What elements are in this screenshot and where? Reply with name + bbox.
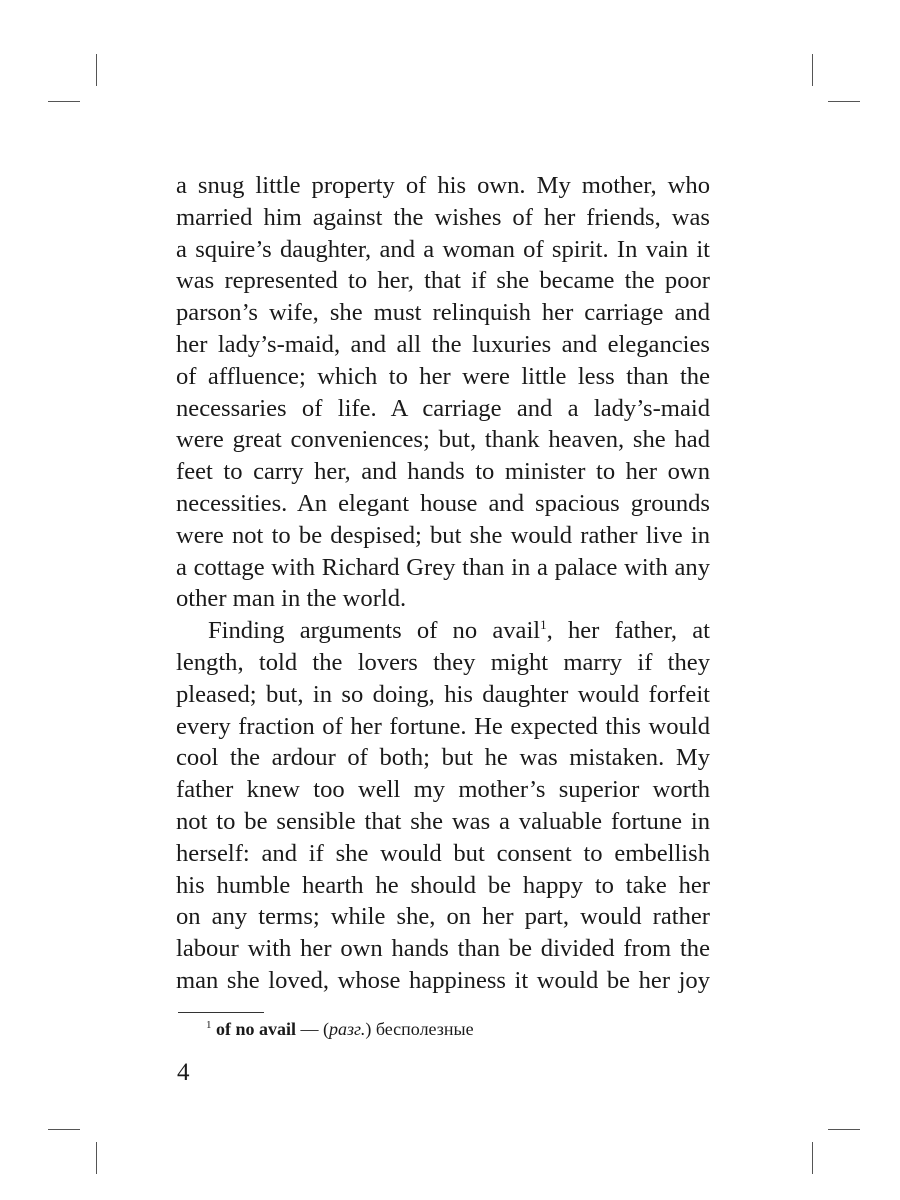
text-segment: , her father, at xyxy=(546,617,710,645)
text-line: herself: and if she would but consent to embellish xyxy=(176,839,710,867)
text-line: necessaries of life. A carriage and a lady’s-maid xyxy=(176,394,710,422)
crop-mark-top-left-horizontal xyxy=(48,101,80,102)
footnote xyxy=(206,1016,474,1042)
text-line: feet to carry her, and hands to minister to her own xyxy=(176,458,710,486)
crop-mark-top-left-vertical xyxy=(96,54,97,86)
text-line: man she loved, whose happiness it would be her joy xyxy=(176,966,710,994)
text-line: cool the ardour of both; but he was mistaken. My xyxy=(176,744,710,772)
crop-mark-top-right-horizontal xyxy=(828,101,860,102)
text-line: father knew too well my mother’s superior worth xyxy=(176,776,710,804)
crop-mark-top-right-vertical xyxy=(812,54,813,86)
text-line: a squire’s daughter, and a woman of spirit. In vain it xyxy=(176,235,710,263)
text-line: married him against the wishes of her friends, was xyxy=(176,203,710,231)
text-line: necessities. An elegant house and spacious grounds xyxy=(176,489,710,517)
text-line: parson’s wife, she must relinquish her carriage and xyxy=(176,299,710,327)
text-line: was represented to her, that if she became the poor xyxy=(176,267,710,295)
crop-mark-bottom-left-horizontal xyxy=(48,1129,80,1130)
page-number: 4 xyxy=(177,1059,190,1086)
text-line: length, told the lovers they might marry if they xyxy=(176,648,710,676)
text-line: his humble hearth he should be happy to take her xyxy=(176,871,710,899)
text-line: a cottage with Richard Grey than in a palace with any xyxy=(176,553,710,581)
text-line: her lady’s-maid, and all the luxuries and elegancies xyxy=(176,330,710,358)
crop-mark-bottom-right-vertical xyxy=(812,1142,813,1174)
text-line: a snug little property of his own. My mother, who xyxy=(176,172,710,199)
text-line: on any terms; while she, on her part, would rather xyxy=(176,903,710,931)
text-line: labour with her own hands than be divided from the xyxy=(176,935,710,963)
crop-mark-bottom-left-vertical xyxy=(96,1142,97,1174)
footnote-translation: бесполезные xyxy=(375,1019,474,1039)
paragraph-first-line xyxy=(176,615,710,647)
footnote-reference[interactable]: 1 xyxy=(540,617,547,633)
footnote-marker: 1 xyxy=(206,1019,212,1031)
text-line: other man in the world. xyxy=(176,585,407,613)
text-line: were great conveniences; but, thank heaven, she had xyxy=(176,426,710,454)
footnote-usage-note: разг. xyxy=(329,1019,366,1039)
footnote-close: ) xyxy=(365,1019,376,1039)
text-line: of affluence; which to her were little less than the xyxy=(176,362,710,390)
footnote-dash: — ( xyxy=(296,1019,330,1039)
text-segment: Finding arguments of no avail xyxy=(208,617,541,645)
text-line: every fraction of her fortune. He expected this would xyxy=(176,712,710,740)
text-line: not to be sensible that she was a valuable fortune in xyxy=(176,807,710,835)
footnote-term: of no avail xyxy=(216,1019,297,1039)
footnote-separator xyxy=(178,1012,264,1013)
text-line: were not to be despised; but she would rather live in xyxy=(176,521,710,549)
body-text xyxy=(176,170,710,997)
text-line: pleased; but, in so doing, his daughter would forfeit xyxy=(176,680,710,708)
crop-mark-bottom-right-horizontal xyxy=(828,1129,860,1130)
